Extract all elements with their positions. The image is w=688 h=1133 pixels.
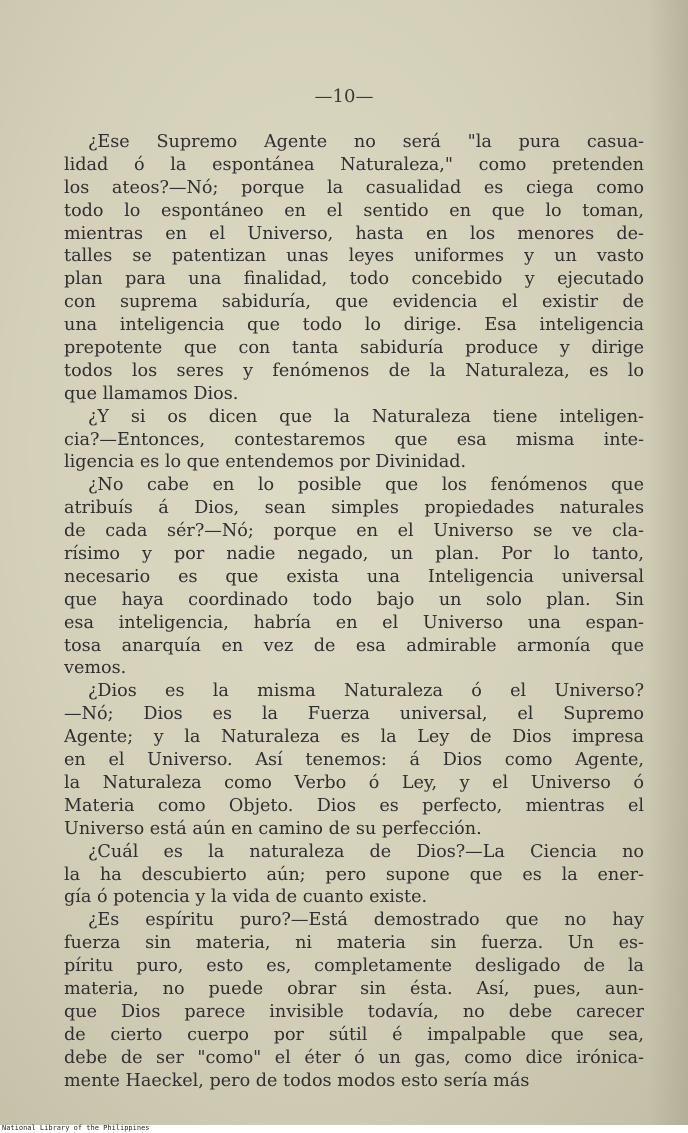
text-line: con suprema sabiduría, que evidencia el existir de <box>64 292 644 313</box>
text-line: Materia como Objeto. Dios es perfecto, mientras el <box>64 795 644 816</box>
text-line: debe de ser "como" el éter ó un gas, como dice irónica- <box>64 1047 644 1068</box>
text-line: que haya coordinado todo bajo un solo plan. Sin <box>64 589 644 610</box>
text-line: ¿Ese Supremo Agente no será "la pura casua- <box>88 132 644 152</box>
text-line: Agente; y la Naturaleza es la Ley de Dios impresa <box>64 727 644 748</box>
text-line: píritu puro, esto es, completamente desligado de la <box>64 956 644 977</box>
text-line: gía ó potencia y la vida de cuanto existe. <box>64 887 428 908</box>
text-line: los ateos?—Nó; porque la casualidad es ciega como <box>64 177 644 198</box>
text-line: ¿Es espíritu puro?—Está demostrado que no hay <box>88 910 644 931</box>
text-line: prepotente que con tanta sabiduría produce y dirige <box>64 338 644 359</box>
text-line: talles se patentizan unas leyes uniformes y un vasto <box>64 246 644 267</box>
text-line: necesario es que exista una Inteligencia universal <box>64 566 644 587</box>
text-line: materia, no puede obrar sin ésta. Así, pues, aun- <box>64 978 644 999</box>
text-line: lidad ó la espontánea Naturaleza," como pretenden <box>64 154 644 175</box>
body-text <box>64 131 644 1092</box>
text-line: mente Haeckel, pero de todos modos esto sería más <box>64 1070 530 1091</box>
text-line: de cierto cuerpo por sútil é impalpable que sea, <box>64 1024 644 1045</box>
text-line: la Naturaleza como Verbo ó Ley, y el Universo ó <box>64 772 644 793</box>
text-line: que llamamos Dios. <box>64 383 239 404</box>
library-credit: National Library of the Philippines <box>2 1124 150 1132</box>
text-line: todos los seres y fenómenos de la Naturaleza, es lo <box>64 360 644 381</box>
text-line: ligencia es lo que entendemos por Divinidad. <box>64 452 467 473</box>
text-line: fuerza sin materia, ni materia sin fuerza. Un es- <box>64 933 644 954</box>
text-line: la ha descubierto aún; pero supone que es la ener- <box>64 864 644 885</box>
text-line: ¿Y si os dicen que la Naturaleza tiene inteligen- <box>88 406 644 427</box>
text-line: rísimo y por nadie negado, un plan. Por lo tanto, <box>64 544 644 565</box>
text-line: mientras en el Universo, hasta en los menores de- <box>64 223 644 244</box>
page-number: —10— <box>314 86 374 107</box>
text-line: cia?—Entonces, contestaremos que esa misma inte- <box>64 429 644 450</box>
text-line: ¿Cuál es la naturaleza de Dios?—La Ciencia no <box>88 841 644 862</box>
text-line: plan para una finalidad, todo concebido y ejecutado <box>64 269 644 290</box>
text-line: de cada sér?—Nó; porque en el Universo se ve cla- <box>64 521 644 542</box>
text-line: una inteligencia que todo lo dirige. Esa inteligencia <box>64 315 644 336</box>
text-line: vemos. <box>64 658 127 679</box>
text-line: tosa anarquía en vez de esa admirable armonía que <box>64 635 644 656</box>
text-line: en el Universo. Así tenemos: á Dios como Agente, <box>64 750 644 771</box>
text-line: esa inteligencia, habría en el Universo una espan- <box>64 612 644 633</box>
text-line: Universo está aún en camino de su perfección. <box>64 818 482 839</box>
text-line: ¿No cabe en lo posible que los fenómenos que <box>88 475 644 496</box>
text-line: todo lo espontáneo en el sentido en que lo toman, <box>64 200 644 221</box>
text-line: —Nó; Dios es la Fuerza universal, el Supremo <box>64 704 644 725</box>
text-line: atribuís á Dios, sean simples propiedades naturales <box>64 498 644 519</box>
text-line: que Dios parece invisible todavía, no debe carecer <box>64 1001 644 1022</box>
text-line: ¿Dios es la misma Naturaleza ó el Universo? <box>88 681 644 702</box>
